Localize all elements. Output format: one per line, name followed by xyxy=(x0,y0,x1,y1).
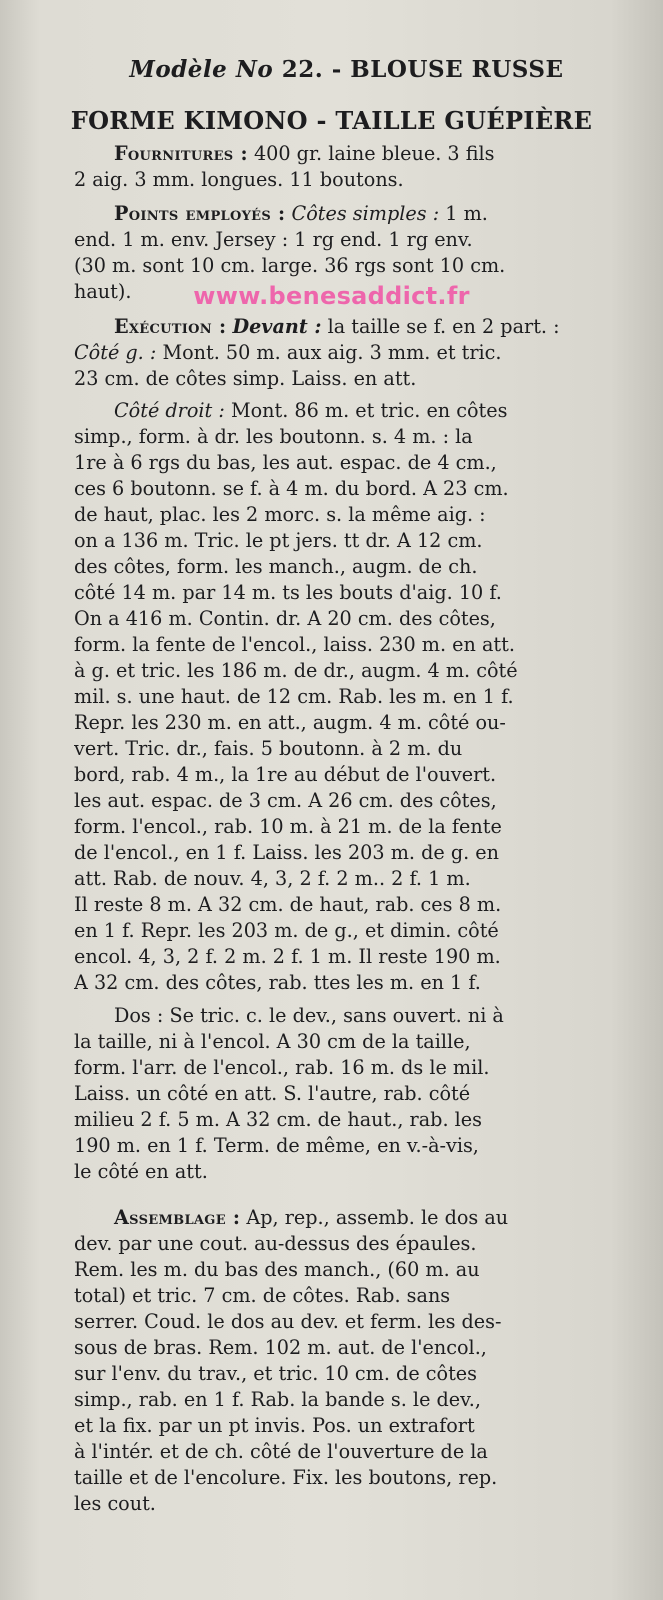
cote-droit-line-21: A 32 cm. des côtes, rab. ttes les m. en 1 f. xyxy=(74,971,481,994)
fournitures-line-0: 400 gr. laine bleue. 3 fils xyxy=(253,142,495,165)
assemblage-line-7: et la fix. par un pt invis. Pos. un extrafort xyxy=(74,1414,475,1437)
assemblage-line-8: à l'intér. et de ch. côté de l'ouverture de la xyxy=(74,1440,488,1463)
assemblage-line-10: les cout. xyxy=(74,1492,156,1515)
dos-line-0: la taille, ni à l'encol. A 30 cm de la taille, xyxy=(74,1030,471,1053)
points-first-line xyxy=(74,201,602,227)
model-label: Modèle No xyxy=(129,56,274,83)
assemblage-line-0: dev. par une cout. au-dessus des épaules. xyxy=(74,1232,477,1255)
dos-line-1: form. l'arr. de l'encol., rab. 16 m. ds le mil. xyxy=(74,1056,490,1079)
cote-droit-line-17: att. Rab. de nouv. 4, 3, 2 f. 2 m.. 2 f. 1 m. xyxy=(74,867,471,890)
assemblage-line-1: Rem. les m. du bas des manch., (60 m. au xyxy=(74,1258,480,1281)
cote-droit-line-18: Il reste 8 m. A 32 cm. de haut, rab. ces 8 m. xyxy=(74,893,502,916)
cote-droit-line-8: form. la fente de l'encol., laiss. 230 m. en att. xyxy=(74,633,515,656)
cote-droit-line-15: form. l'encol., rab. 10 m. à 21 m. de la fente xyxy=(74,815,502,838)
cote-droit-line-12: vert. Tric. dr., fais. 5 boutonn. à 2 m. du xyxy=(74,737,463,760)
model-number: 22. xyxy=(281,56,324,83)
fournitures-section xyxy=(74,141,602,193)
dos-line-5: le côté en att. xyxy=(74,1160,208,1183)
cote-g-label: Côté g. : xyxy=(74,341,157,364)
cote-droit-first-tail: Mont. 86 m. et tric. en côtes xyxy=(230,399,508,422)
cote-droit-line-13: bord, rab. 4 m., la 1re au début de l'ouvert. xyxy=(74,763,497,786)
cote-droit-line-11: Repr. les 230 m. en att., augm. 4 m. côté ou- xyxy=(74,711,506,734)
execution-section xyxy=(74,314,602,392)
cote-droit-section xyxy=(74,398,602,996)
cote-droit-line-14: les aut. espac. de 3 cm. A 26 cm. des côtes, xyxy=(74,789,497,812)
assemblage-line-6: simp., rab. en 1 f. Rab. la bande s. le dev., xyxy=(74,1388,481,1411)
cote-droit-line-19: en 1 f. Repr. les 203 m. de g., et dimin. côté xyxy=(74,919,499,942)
execution-cote-g-line xyxy=(74,340,602,366)
cote-droit-line-2: ces 6 boutonn. se f. à 4 m. du bord. A 23 cm. xyxy=(74,477,509,500)
dos-first-line xyxy=(74,1003,602,1029)
points-line-1: (30 m. sont 10 cm. large. 36 rgs sont 10 cm. xyxy=(74,254,506,277)
assemblage-first-tail: Ap, rep., assemb. le dos au xyxy=(246,1206,509,1229)
model-subtitle: FORME KIMONO - TAILLE GUÉPIÈRE xyxy=(70,106,593,135)
fournitures-line-1: 2 aig. 3 mm. longues. 11 boutons. xyxy=(74,168,404,191)
dos-label: Dos : xyxy=(114,1004,164,1027)
points-first-tail: 1 m. xyxy=(445,202,488,225)
dos-first-tail: Se tric. c. le dev., sans ouvert. ni à xyxy=(169,1004,504,1027)
fournitures-first-line xyxy=(74,141,602,167)
assemblage-line-9: taille et de l'encolure. Fix. les boutons, rep. xyxy=(74,1466,498,1489)
cote-droit-line-6: côté 14 m. par 14 m. ts les bouts d'aig. 10 f. xyxy=(74,581,502,604)
cote-droit-line-1: 1re à 6 rgs du bas, les aut. espac. de 4 cm., xyxy=(74,451,497,474)
dos-section xyxy=(74,1003,602,1185)
assemblage-line-3: serrer. Coud. le dos au dev. et ferm. les des- xyxy=(74,1310,502,1333)
cote-droit-line-0: simp., form. à dr. les boutonn. s. 4 m. : la xyxy=(74,425,473,448)
points-cotes-label: Côtes simples : xyxy=(291,202,440,225)
execution-line-0: 23 cm. de côtes simp. Laiss. en att. xyxy=(74,367,417,390)
points-label: Points employés : xyxy=(114,202,286,225)
assemblage-line-2: total) et tric. 7 cm. de côtes. Rab. sans xyxy=(74,1284,451,1307)
points-line-0: end. 1 m. env. Jersey : 1 rg end. 1 rg env. xyxy=(74,228,473,251)
cote-droit-line-20: encol. 4, 3, 2 f. 2 m. 2 f. 1 m. Il reste 190 m. xyxy=(74,945,501,968)
cote-droit-line-10: mil. s. une haut. de 12 cm. Rab. les m. en 1 f. xyxy=(74,685,514,708)
dos-line-4: 190 m. en 1 f. Term. de même, en v.-à-vis, xyxy=(74,1134,479,1157)
cote-droit-line-3: de haut, plac. les 2 morc. s. la même aig. : xyxy=(74,503,486,526)
cote-droit-line-5: des côtes, form. les manch., augm. de ch. xyxy=(74,555,478,578)
cote-droit-first-line xyxy=(74,398,602,424)
cote-droit-line-16: de l'encol., en 1 f. Laiss. les 203 m. de g. en xyxy=(74,841,500,864)
assemblage-line-5: sur l'env. du trav., et tric. 10 cm. de côtes xyxy=(74,1362,478,1385)
cote-g-tail: Mont. 50 m. aux aig. 3 mm. et tric. xyxy=(162,341,502,364)
watermark-text: www.benesaddict.fr xyxy=(193,282,470,310)
fournitures-label: Fournitures : xyxy=(114,142,248,165)
assemblage-first-line xyxy=(74,1205,602,1231)
cote-droit-line-7: On a 416 m. Contin. dr. A 20 cm. des côtes, xyxy=(74,607,496,630)
cote-droit-label: Côté droit : xyxy=(114,399,225,422)
model-title xyxy=(0,56,663,83)
cote-droit-line-9: à g. et tric. les 186 m. de dr., augm. 4 m. côté xyxy=(74,659,518,682)
execution-first-tail: la taille se f. en 2 part. : xyxy=(327,315,560,338)
points-line-2: haut). xyxy=(74,280,132,303)
model-name: - BLOUSE RUSSE xyxy=(331,56,564,83)
assemblage-label: Assemblage : xyxy=(114,1206,241,1229)
assemblage-section xyxy=(74,1205,602,1517)
dos-line-2: Laiss. un côté en att. S. l'autre, rab. côté xyxy=(74,1082,471,1105)
devant-label: Devant : xyxy=(232,315,322,338)
execution-label: Exécution : xyxy=(114,315,227,338)
execution-first-line xyxy=(74,314,602,340)
cote-droit-line-4: on a 136 m. Tric. le pt jers. tt dr. A 12 cm. xyxy=(74,529,483,552)
assemblage-line-4: sous de bras. Rem. 102 m. aut. de l'encol., xyxy=(74,1336,487,1359)
dos-line-3: milieu 2 f. 5 m. A 32 cm. de haut., rab. les xyxy=(74,1108,482,1131)
